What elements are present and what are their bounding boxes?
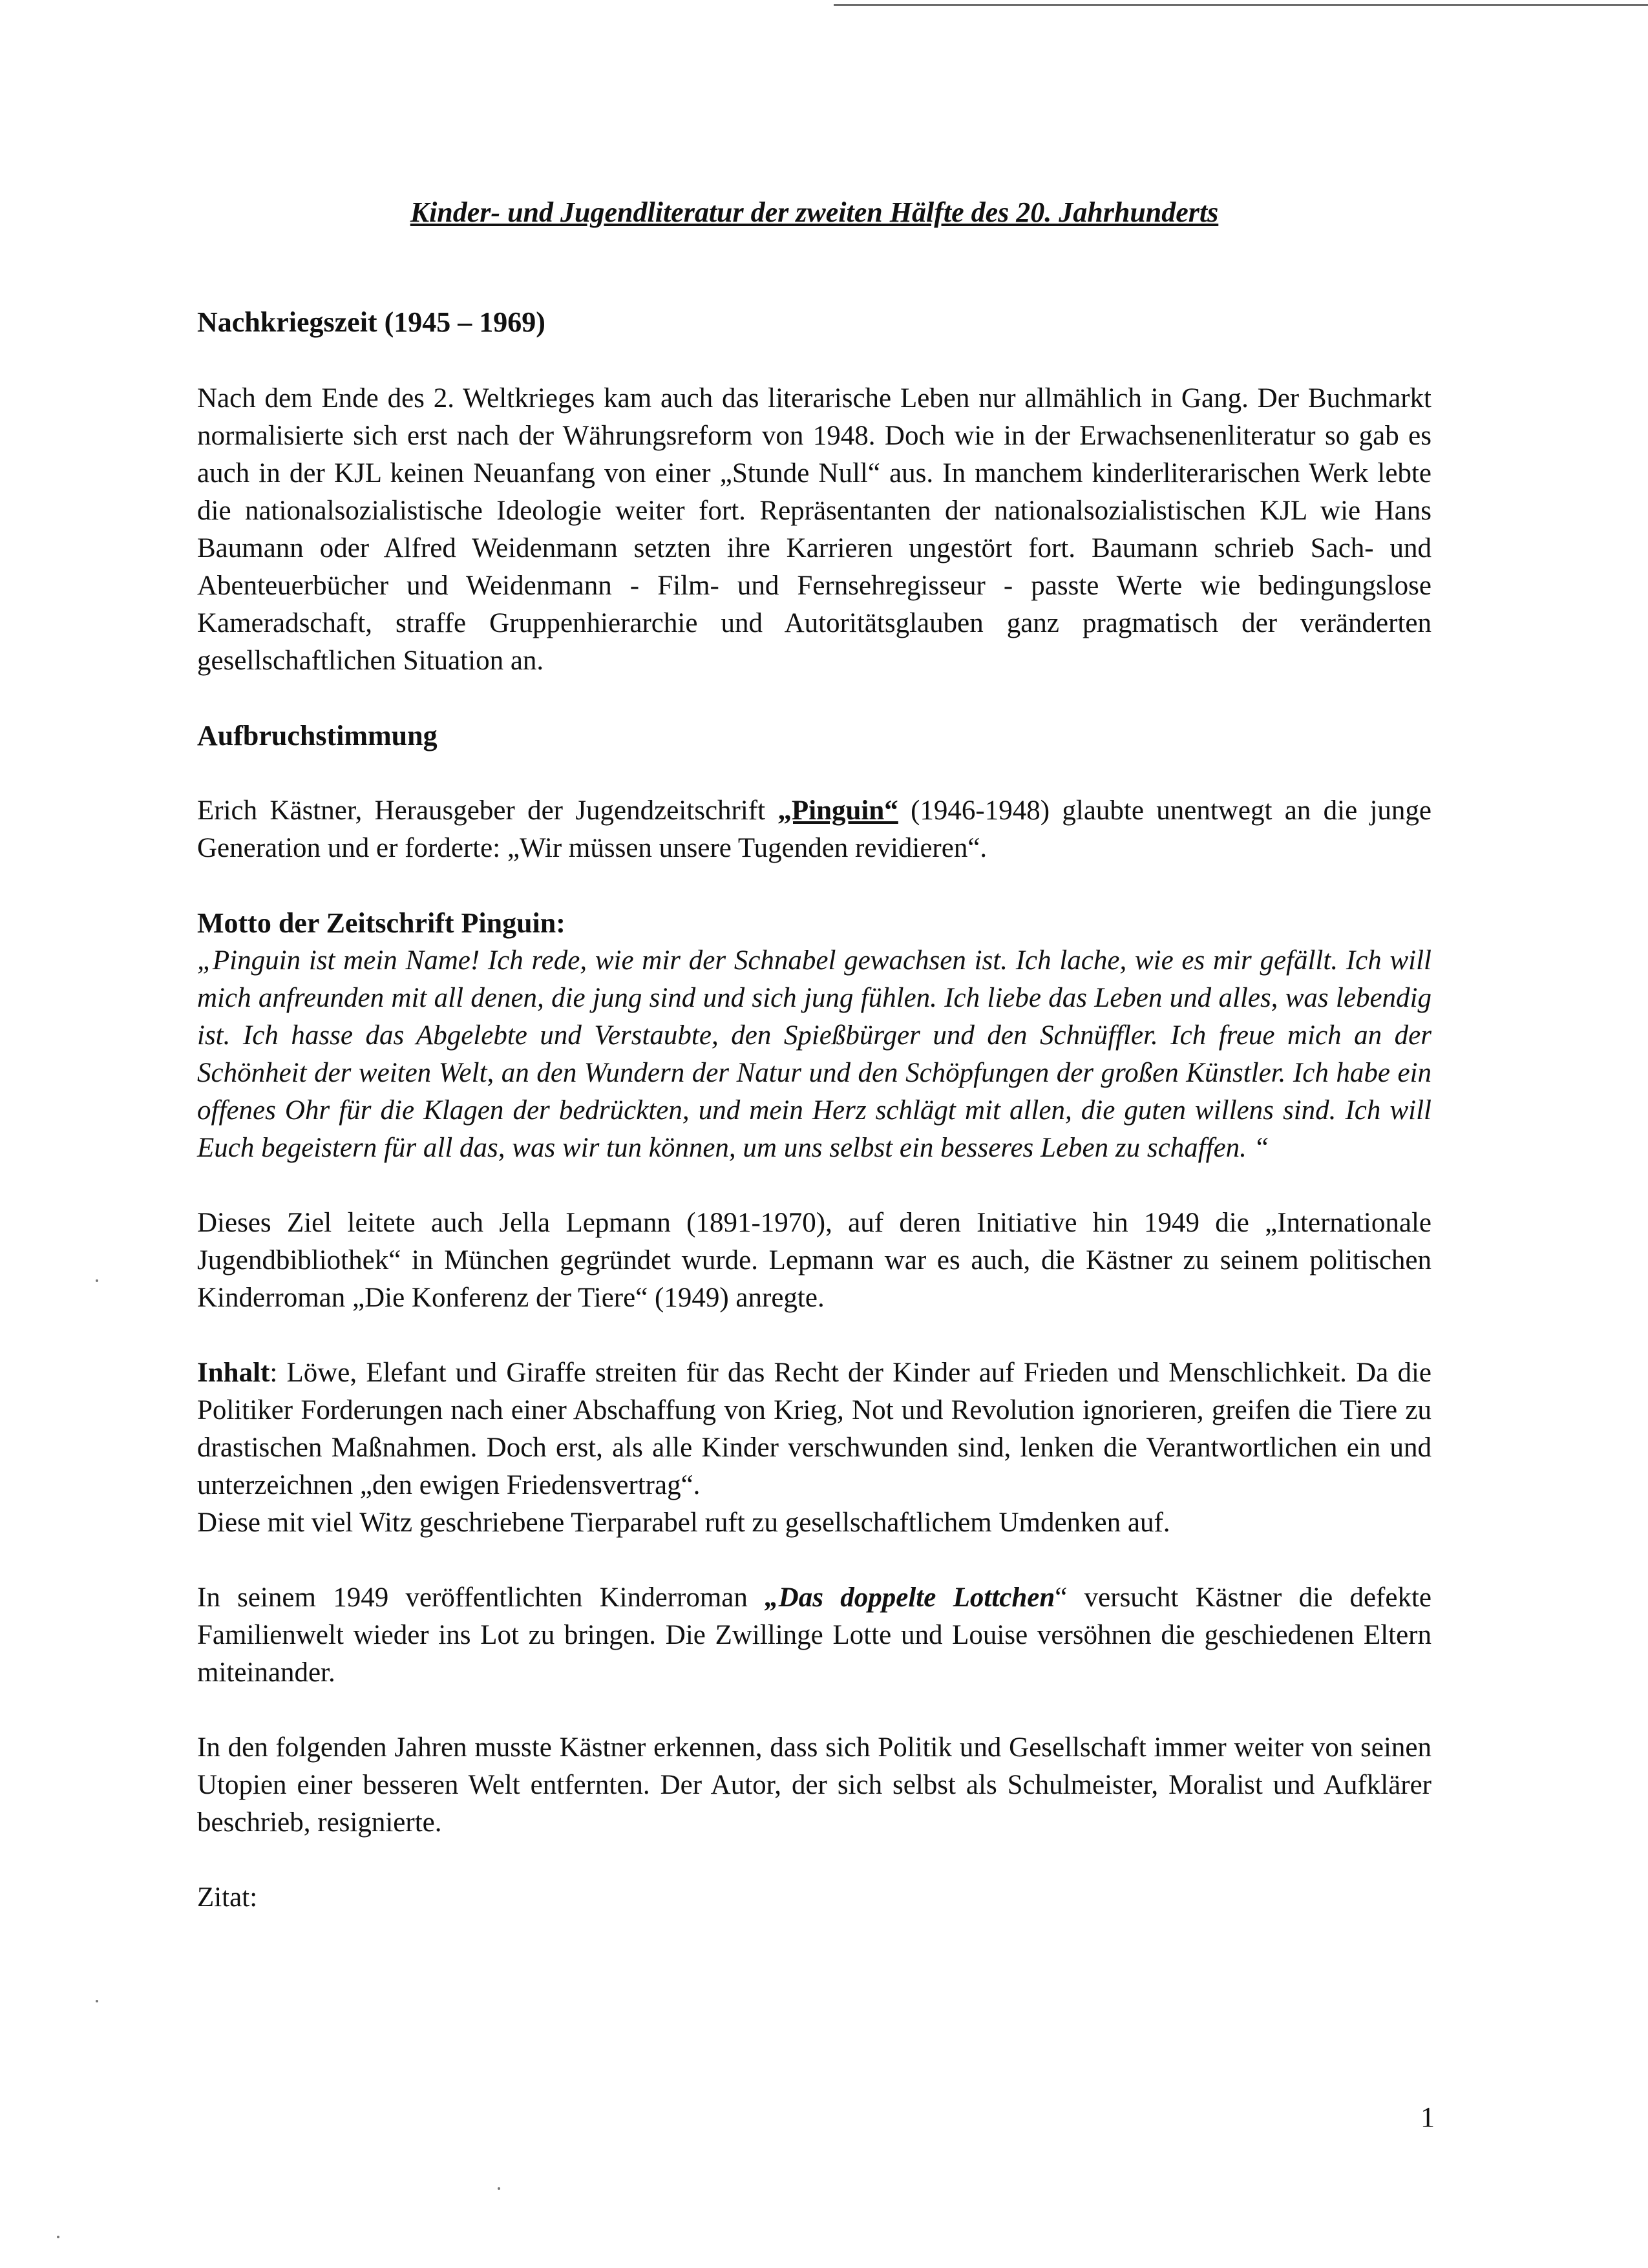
scan-speck <box>96 1279 98 1282</box>
motto-quote: „Pinguin ist mein Name! Ich rede, wie mir der Schnabel gewachsen ist. Ich lache, wie es mir gefällt. Ich will mich anfreunden mit all denen, die jung sind und sich jung fühlen. Ich liebe das Leben und alles, was lebendig ist. Ich hasse das Abgelebte und Verstaubte, den Spießbürger und den Schnüffler. Ich freue mich an der Schönheit der weiten Welt, an den Wundern der Natur und den Schöpfungen der großen Künstler. Ich habe ein offenes Ohr für die Klagen der bedrückten, und mein Herz schlägt mit allen, die guten willens sind. Ich will Euch begeistern für all das, was wir tun können, um uns selbst ein besseres Leben zu schaffen. “ <box>197 945 1431 1163</box>
section-heading-nachkriegszeit: Nachkriegszeit (1945 – 1969) <box>197 306 545 338</box>
paragraph-tierparabel: Diese mit viel Witz geschriebene Tierparabel ruft zu gesellschaftlichem Umdenken auf. <box>197 1507 1170 1538</box>
inhalt-label: Inhalt <box>197 1358 270 1388</box>
document-title: Kinder- und Jugendliteratur der zweiten Hälfte des 20. Jahrhunderts <box>410 196 1219 228</box>
inhalt-text: : Löwe, Elefant und Giraffe streiten für das Recht der Kinder auf Frieden und Menschlichkeit. Da die Politiker Forderungen nach einer Abschaffung von Krieg, Not und Revolution ignorieren, greifen die Tiere zu drastischen Maßnahmen. Doch erst, als alle Kinder verschwunden sind, lenken die Verantwortlichen ein und unterzeichnen „den ewigen Friedensvertrag“. <box>197 1358 1431 1500</box>
paragraph-nachkriegszeit: Nach dem Ende des 2. Weltkrieges kam auch das literarische Leben nur allmählich in Gang. Der Buchmarkt normalisierte sich erst nach der Währungsreform von 1948. Doch wie in der Erwachsenenliteratur so gab es auch in der KJL keinen Neuanfang von einer „Stunde Null“ aus. In manchem kinderliterarischen Werk lebte die nationalsozialistische Ideologie weiter fort. Repräsentanten der nationalsozialistischen KJL wie Hans Baumann oder Alfred Weidenmann setzten ihre Karrieren ungestört fort. Baumann schrieb Sach- und Abenteuerbücher und Weidenmann - Film- und Fernsehregisseur - passte Werte wie bedingungslose Kameradschaft, straffe Gruppenhierarchie und Autoritätsglauben ganz pragmatisch der veränderten gesellschaftlichen Situation an. <box>197 383 1431 676</box>
pinguin-intro-rest: (1946-1948) glaubte unentwegt an die junge Generation und er forderte: „Wir müssen unsere Tugenden revidieren“. <box>197 795 1432 863</box>
paragraph-lepmann: Dieses Ziel leitete auch Jella Lepmann (1891-1970), auf deren Initiative hin 1949 die „Internationale Jugendbibliothek“ in München gegründet wurde. Lepmann war es auch, die Kästner zu seinem politischen Kinderroman „Die Konferenz der Tiere“ (1949) anregte. <box>197 1208 1431 1313</box>
pinguin-intro-text: Erich Kästner, Herausgeber der Jugendzeitschrift <box>197 795 778 826</box>
paragraph-lottchen <box>197 1579 1431 1692</box>
document-body <box>197 194 1431 1916</box>
scan-speck <box>96 2000 98 2002</box>
paragraph-zitat: Zitat: <box>197 1882 258 1913</box>
paragraph-pinguin-intro <box>197 792 1431 867</box>
paragraph-resignation: In den folgenden Jahren musste Kästner erkennen, dass sich Politik und Gesellschaft immer weiter von seinen Utopien einer besseren Welt entfernten. Der Autor, der sich selbst als Schulmeister, Moralist und Aufklärer beschrieb, resignierte. <box>197 1732 1431 1838</box>
scan-speck <box>498 2187 500 2190</box>
pinguin-magazine-name: „Pinguin“ <box>777 795 898 826</box>
top-rule <box>834 4 1648 6</box>
section-heading-aufbruchstimmung: Aufbruchstimmung <box>197 720 438 751</box>
paragraph-inhalt <box>197 1354 1431 1504</box>
lottchen-intro: In seinem 1949 veröffentlichten Kinderroman <box>197 1582 765 1613</box>
lottchen-book-title: „Das doppelte Lottchen <box>765 1582 1055 1613</box>
page-number: 1 <box>1421 2101 1435 2133</box>
motto-heading: Motto der Zeitschrift Pinguin: <box>197 907 565 939</box>
lottchen-rest: “ versucht Kästner die defekte Familienwelt wieder ins Lot zu bringen. Die Zwillinge Lotte und Louise versöhnen die geschiedenen Eltern miteinander. <box>197 1582 1431 1688</box>
scan-speck <box>57 2236 59 2238</box>
